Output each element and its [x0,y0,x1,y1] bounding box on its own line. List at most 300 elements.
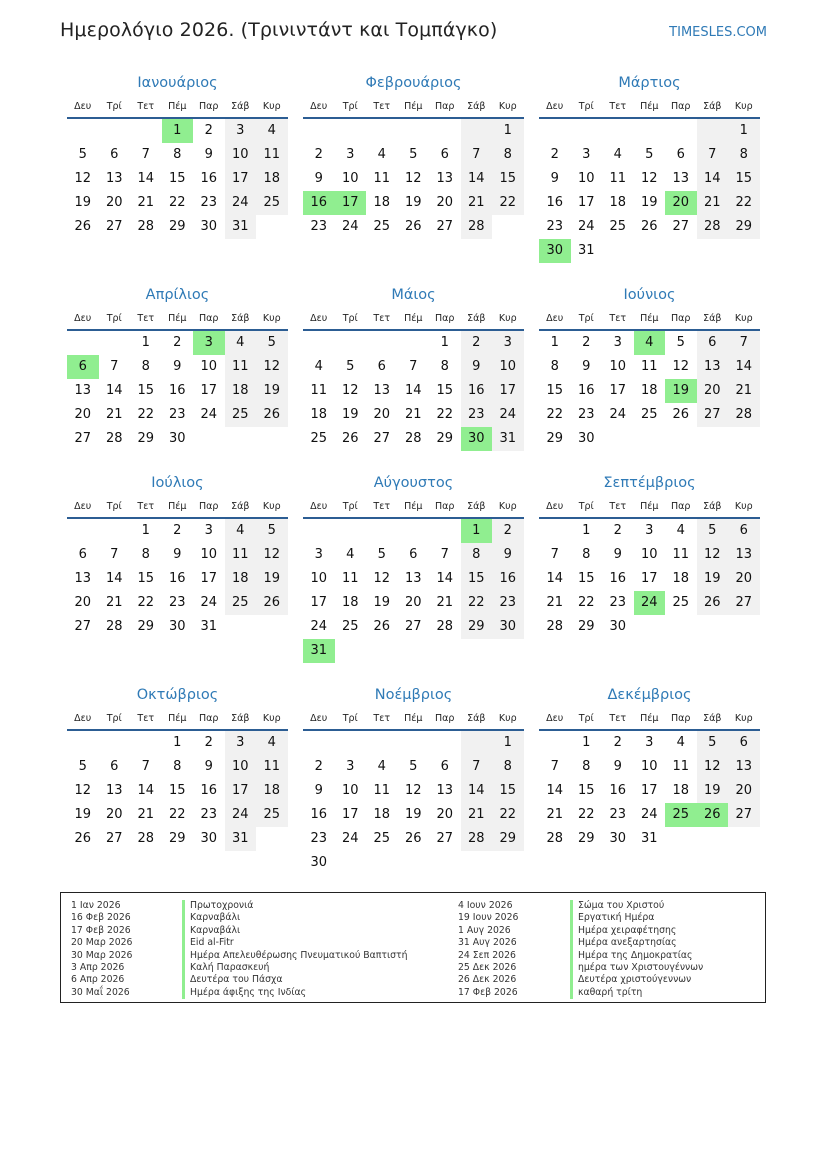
day-cell[interactable]: 4 [346,547,355,562]
day-cell[interactable]: 30 [577,431,595,446]
day-cell[interactable]: 18 [341,595,359,610]
day-cell[interactable]: 20 [74,595,92,610]
day-cell[interactable]: 19 [256,567,288,591]
day-cell[interactable]: 11 [609,171,627,186]
day-cell[interactable]: 25 [310,431,328,446]
day-cell[interactable]: 15 [168,171,186,186]
day-cell[interactable]: 18 [609,195,627,210]
day-cell[interactable]: 24 [310,619,328,634]
day-cell[interactable]: 22 [577,807,595,822]
day-cell[interactable]: 24 [341,831,359,846]
holiday-day-cell[interactable]: 24 [634,591,666,615]
day-cell[interactable]: 15 [577,783,595,798]
day-cell[interactable]: 16 [461,379,493,403]
day-cell[interactable]: 14 [404,383,422,398]
day-cell[interactable]: 13 [728,543,760,567]
day-cell[interactable]: 8 [173,147,182,162]
day-cell[interactable]: 29 [461,615,493,639]
day-cell[interactable]: 19 [74,807,92,822]
day-cell[interactable]: 12 [256,355,288,379]
day-cell[interactable]: 28 [546,831,564,846]
day-cell[interactable]: 21 [728,379,760,403]
day-cell[interactable]: 3 [346,759,355,774]
day-cell[interactable]: 26 [256,591,288,615]
day-cell[interactable]: 7 [550,759,559,774]
day-cell[interactable]: 4 [377,147,386,162]
day-cell[interactable]: 22 [137,407,155,422]
day-cell[interactable]: 25 [225,403,257,427]
day-cell[interactable]: 21 [137,807,155,822]
day-cell[interactable]: 17 [225,779,257,803]
day-cell[interactable]: 9 [314,783,323,798]
day-cell[interactable]: 8 [141,359,150,374]
day-cell[interactable]: 21 [697,191,729,215]
day-cell[interactable]: 16 [168,383,186,398]
day-cell[interactable]: 17 [225,167,257,191]
day-cell[interactable]: 24 [225,191,257,215]
day-cell[interactable]: 7 [440,547,449,562]
day-cell[interactable]: 26 [697,591,729,615]
day-cell[interactable]: 30 [168,431,186,446]
day-cell[interactable]: 11 [341,571,359,586]
day-cell[interactable]: 10 [225,755,257,779]
day-cell[interactable]: 25 [225,591,257,615]
day-cell[interactable]: 20 [105,195,123,210]
holiday-day-cell[interactable]: 16 [303,191,335,215]
day-cell[interactable]: 10 [640,547,658,562]
day-cell[interactable]: 1 [492,119,524,143]
day-cell[interactable]: 28 [436,619,454,634]
day-cell[interactable]: 26 [74,831,92,846]
day-cell[interactable]: 24 [640,807,658,822]
day-cell[interactable]: 27 [373,431,391,446]
day-cell[interactable]: 2 [492,519,524,543]
day-cell[interactable]: 12 [640,171,658,186]
day-cell[interactable]: 5 [645,147,654,162]
day-cell[interactable]: 9 [461,355,493,379]
day-cell[interactable]: 19 [373,595,391,610]
day-cell[interactable]: 16 [577,383,595,398]
day-cell[interactable]: 11 [672,759,690,774]
day-cell[interactable]: 2 [582,335,591,350]
day-cell[interactable]: 18 [225,567,257,591]
holiday-day-cell[interactable]: 31 [303,639,335,663]
day-cell[interactable]: 2 [613,523,622,538]
day-cell[interactable]: 5 [377,547,386,562]
day-cell[interactable]: 5 [409,147,418,162]
holiday-day-cell[interactable]: 1 [162,119,194,143]
day-cell[interactable]: 24 [341,219,359,234]
day-cell[interactable]: 12 [672,359,690,374]
day-cell[interactable]: 14 [137,171,155,186]
day-cell[interactable]: 27 [74,431,92,446]
day-cell[interactable]: 2 [314,147,323,162]
day-cell[interactable]: 3 [613,335,622,350]
day-cell[interactable]: 21 [105,595,123,610]
day-cell[interactable]: 8 [582,547,591,562]
day-cell[interactable]: 3 [225,731,257,755]
day-cell[interactable]: 10 [577,171,595,186]
day-cell[interactable]: 12 [256,543,288,567]
day-cell[interactable]: 17 [577,195,595,210]
day-cell[interactable]: 1 [492,731,524,755]
day-cell[interactable]: 22 [168,195,186,210]
day-cell[interactable]: 24 [609,407,627,422]
day-cell[interactable]: 4 [256,119,288,143]
day-cell[interactable]: 23 [609,807,627,822]
day-cell[interactable]: 20 [436,195,454,210]
day-cell[interactable]: 13 [697,355,729,379]
day-cell[interactable]: 30 [200,219,218,234]
day-cell[interactable]: 30 [310,855,328,870]
day-cell[interactable]: 15 [137,383,155,398]
day-cell[interactable]: 11 [310,383,328,398]
day-cell[interactable]: 20 [404,595,422,610]
day-cell[interactable]: 31 [200,619,218,634]
day-cell[interactable]: 6 [377,359,386,374]
day-cell[interactable]: 5 [697,731,729,755]
day-cell[interactable]: 6 [440,147,449,162]
day-cell[interactable]: 19 [256,379,288,403]
day-cell[interactable]: 15 [436,383,454,398]
day-cell[interactable]: 23 [609,595,627,610]
day-cell[interactable]: 9 [613,759,622,774]
day-cell[interactable]: 9 [173,547,182,562]
day-cell[interactable]: 2 [550,147,559,162]
day-cell[interactable]: 2 [204,123,213,138]
day-cell[interactable]: 5 [409,759,418,774]
day-cell[interactable]: 1 [550,335,559,350]
day-cell[interactable]: 22 [168,807,186,822]
day-cell[interactable]: 3 [645,735,654,750]
day-cell[interactable]: 14 [105,571,123,586]
day-cell[interactable]: 6 [409,547,418,562]
day-cell[interactable]: 4 [314,359,323,374]
day-cell[interactable]: 6 [440,759,449,774]
day-cell[interactable]: 29 [492,827,524,851]
day-cell[interactable]: 16 [200,783,218,798]
day-cell[interactable]: 24 [200,407,218,422]
day-cell[interactable]: 15 [546,383,564,398]
day-cell[interactable]: 28 [461,827,493,851]
day-cell[interactable]: 15 [492,779,524,803]
day-cell[interactable]: 27 [697,403,729,427]
day-cell[interactable]: 30 [609,831,627,846]
day-cell[interactable]: 29 [168,219,186,234]
day-cell[interactable]: 16 [200,171,218,186]
day-cell[interactable]: 7 [461,755,493,779]
day-cell[interactable]: 16 [609,571,627,586]
day-cell[interactable]: 18 [225,379,257,403]
day-cell[interactable]: 13 [672,171,690,186]
day-cell[interactable]: 13 [105,783,123,798]
day-cell[interactable]: 10 [225,143,257,167]
day-cell[interactable]: 18 [672,571,690,586]
day-cell[interactable]: 8 [440,359,449,374]
day-cell[interactable]: 16 [609,783,627,798]
day-cell[interactable]: 26 [672,407,690,422]
day-cell[interactable]: 9 [204,759,213,774]
day-cell[interactable]: 24 [225,803,257,827]
day-cell[interactable]: 18 [310,407,328,422]
day-cell[interactable]: 18 [373,195,391,210]
day-cell[interactable]: 16 [546,195,564,210]
day-cell[interactable]: 25 [373,219,391,234]
day-cell[interactable]: 21 [546,807,564,822]
day-cell[interactable]: 17 [609,383,627,398]
day-cell[interactable]: 15 [577,571,595,586]
day-cell[interactable]: 15 [461,567,493,591]
holiday-day-cell[interactable]: 3 [193,331,225,355]
day-cell[interactable]: 11 [256,143,288,167]
day-cell[interactable]: 5 [256,331,288,355]
day-cell[interactable]: 3 [492,331,524,355]
day-cell[interactable]: 4 [256,731,288,755]
day-cell[interactable]: 22 [492,803,524,827]
day-cell[interactable]: 20 [105,807,123,822]
day-cell[interactable]: 25 [609,219,627,234]
day-cell[interactable]: 28 [461,215,493,239]
day-cell[interactable]: 5 [78,759,87,774]
day-cell[interactable]: 3 [225,119,257,143]
day-cell[interactable]: 1 [728,119,760,143]
day-cell[interactable]: 30 [200,831,218,846]
day-cell[interactable]: 23 [200,807,218,822]
day-cell[interactable]: 17 [200,571,218,586]
day-cell[interactable]: 9 [173,359,182,374]
day-cell[interactable]: 14 [461,167,493,191]
day-cell[interactable]: 25 [256,191,288,215]
day-cell[interactable]: 27 [728,803,760,827]
day-cell[interactable]: 1 [141,523,150,538]
day-cell[interactable]: 31 [225,827,257,851]
day-cell[interactable]: 28 [404,431,422,446]
day-cell[interactable]: 19 [404,807,422,822]
day-cell[interactable]: 6 [728,519,760,543]
holiday-day-cell[interactable]: 19 [665,379,697,403]
day-cell[interactable]: 6 [110,147,119,162]
day-cell[interactable]: 13 [728,755,760,779]
day-cell[interactable]: 10 [341,783,359,798]
day-cell[interactable]: 29 [168,831,186,846]
day-cell[interactable]: 18 [640,383,658,398]
day-cell[interactable]: 27 [105,831,123,846]
day-cell[interactable]: 16 [492,567,524,591]
day-cell[interactable]: 11 [373,783,391,798]
day-cell[interactable]: 18 [256,167,288,191]
day-cell[interactable]: 28 [728,403,760,427]
day-cell[interactable]: 22 [137,595,155,610]
day-cell[interactable]: 23 [577,407,595,422]
day-cell[interactable]: 7 [110,547,119,562]
day-cell[interactable]: 24 [577,219,595,234]
day-cell[interactable]: 10 [341,171,359,186]
holiday-day-cell[interactable]: 30 [539,239,571,263]
day-cell[interactable]: 24 [492,403,524,427]
day-cell[interactable]: 8 [728,143,760,167]
day-cell[interactable]: 3 [582,147,591,162]
day-cell[interactable]: 20 [436,807,454,822]
holiday-day-cell[interactable]: 25 [665,803,697,827]
day-cell[interactable]: 26 [341,431,359,446]
day-cell[interactable]: 23 [168,595,186,610]
day-cell[interactable]: 27 [74,619,92,634]
day-cell[interactable]: 13 [436,783,454,798]
day-cell[interactable]: 7 [697,143,729,167]
day-cell[interactable]: 12 [404,171,422,186]
day-cell[interactable]: 25 [640,407,658,422]
day-cell[interactable]: 13 [74,571,92,586]
day-cell[interactable]: 5 [346,359,355,374]
holiday-day-cell[interactable]: 6 [67,355,99,379]
day-cell[interactable]: 16 [168,571,186,586]
day-cell[interactable]: 10 [200,547,218,562]
day-cell[interactable]: 21 [546,595,564,610]
day-cell[interactable]: 2 [613,735,622,750]
day-cell[interactable]: 20 [373,407,391,422]
day-cell[interactable]: 21 [461,803,493,827]
day-cell[interactable]: 21 [436,595,454,610]
day-cell[interactable]: 3 [645,523,654,538]
day-cell[interactable]: 29 [137,431,155,446]
day-cell[interactable]: 26 [640,219,658,234]
day-cell[interactable]: 14 [728,355,760,379]
day-cell[interactable]: 14 [137,783,155,798]
day-cell[interactable]: 28 [105,619,123,634]
day-cell[interactable]: 2 [204,735,213,750]
day-cell[interactable]: 22 [546,407,564,422]
day-cell[interactable]: 31 [577,243,595,258]
day-cell[interactable]: 7 [550,547,559,562]
day-cell[interactable]: 4 [676,523,685,538]
day-cell[interactable]: 15 [168,783,186,798]
day-cell[interactable]: 17 [310,595,328,610]
day-cell[interactable]: 11 [640,359,658,374]
day-cell[interactable]: 8 [141,547,150,562]
day-cell[interactable]: 23 [310,831,328,846]
day-cell[interactable]: 27 [672,219,690,234]
day-cell[interactable]: 2 [314,759,323,774]
day-cell[interactable]: 23 [461,403,493,427]
day-cell[interactable]: 29 [577,831,595,846]
day-cell[interactable]: 5 [256,519,288,543]
day-cell[interactable]: 4 [225,519,257,543]
day-cell[interactable]: 2 [461,331,493,355]
day-cell[interactable]: 31 [225,215,257,239]
day-cell[interactable]: 25 [373,831,391,846]
day-cell[interactable]: 10 [200,359,218,374]
day-cell[interactable]: 29 [137,619,155,634]
day-cell[interactable]: 21 [137,195,155,210]
day-cell[interactable]: 13 [105,171,123,186]
day-cell[interactable]: 19 [404,195,422,210]
day-cell[interactable]: 5 [676,335,685,350]
day-cell[interactable]: 4 [613,147,622,162]
day-cell[interactable]: 26 [74,219,92,234]
day-cell[interactable]: 29 [577,619,595,634]
day-cell[interactable]: 7 [728,331,760,355]
day-cell[interactable]: 20 [728,567,760,591]
day-cell[interactable]: 29 [436,431,454,446]
day-cell[interactable]: 28 [105,431,123,446]
day-cell[interactable]: 11 [256,755,288,779]
day-cell[interactable]: 22 [436,407,454,422]
day-cell[interactable]: 11 [373,171,391,186]
holiday-day-cell[interactable]: 1 [461,519,493,543]
day-cell[interactable]: 8 [173,759,182,774]
day-cell[interactable]: 22 [728,191,760,215]
day-cell[interactable]: 17 [341,807,359,822]
day-cell[interactable]: 14 [436,571,454,586]
day-cell[interactable]: 12 [404,783,422,798]
holiday-day-cell[interactable]: 17 [335,191,367,215]
site-link[interactable]: TIMESLES.COM [669,25,767,40]
day-cell[interactable]: 26 [404,831,422,846]
day-cell[interactable]: 23 [168,407,186,422]
day-cell[interactable]: 28 [697,215,729,239]
day-cell[interactable]: 28 [546,619,564,634]
day-cell[interactable]: 5 [697,519,729,543]
day-cell[interactable]: 9 [314,171,323,186]
day-cell[interactable]: 20 [697,379,729,403]
day-cell[interactable]: 14 [546,783,564,798]
day-cell[interactable]: 12 [697,755,729,779]
day-cell[interactable]: 1 [440,335,449,350]
day-cell[interactable]: 31 [640,831,658,846]
day-cell[interactable]: 6 [110,759,119,774]
day-cell[interactable]: 21 [105,407,123,422]
day-cell[interactable]: 13 [404,571,422,586]
day-cell[interactable]: 14 [697,167,729,191]
day-cell[interactable]: 12 [74,783,92,798]
day-cell[interactable]: 22 [492,191,524,215]
day-cell[interactable]: 28 [137,219,155,234]
day-cell[interactable]: 23 [546,219,564,234]
day-cell[interactable]: 26 [404,219,422,234]
day-cell[interactable]: 17 [640,571,658,586]
day-cell[interactable]: 23 [200,195,218,210]
day-cell[interactable]: 22 [577,595,595,610]
day-cell[interactable]: 15 [728,167,760,191]
day-cell[interactable]: 7 [409,359,418,374]
holiday-day-cell[interactable]: 30 [461,427,493,451]
day-cell[interactable]: 9 [550,171,559,186]
day-cell[interactable]: 11 [225,355,257,379]
day-cell[interactable]: 10 [492,355,524,379]
day-cell[interactable]: 8 [461,543,493,567]
day-cell[interactable]: 18 [672,783,690,798]
holiday-day-cell[interactable]: 4 [634,331,666,355]
day-cell[interactable]: 2 [173,335,182,350]
day-cell[interactable]: 8 [492,143,524,167]
day-cell[interactable]: 20 [74,407,92,422]
day-cell[interactable]: 4 [377,759,386,774]
day-cell[interactable]: 19 [341,407,359,422]
day-cell[interactable]: 13 [373,383,391,398]
day-cell[interactable]: 9 [204,147,213,162]
day-cell[interactable]: 20 [728,779,760,803]
day-cell[interactable]: 31 [492,427,524,451]
day-cell[interactable]: 6 [676,147,685,162]
day-cell[interactable]: 22 [461,591,493,615]
day-cell[interactable]: 5 [78,147,87,162]
day-cell[interactable]: 11 [672,547,690,562]
day-cell[interactable]: 10 [640,759,658,774]
day-cell[interactable]: 19 [697,779,729,803]
day-cell[interactable]: 12 [697,543,729,567]
day-cell[interactable]: 28 [137,831,155,846]
day-cell[interactable]: 29 [546,431,564,446]
